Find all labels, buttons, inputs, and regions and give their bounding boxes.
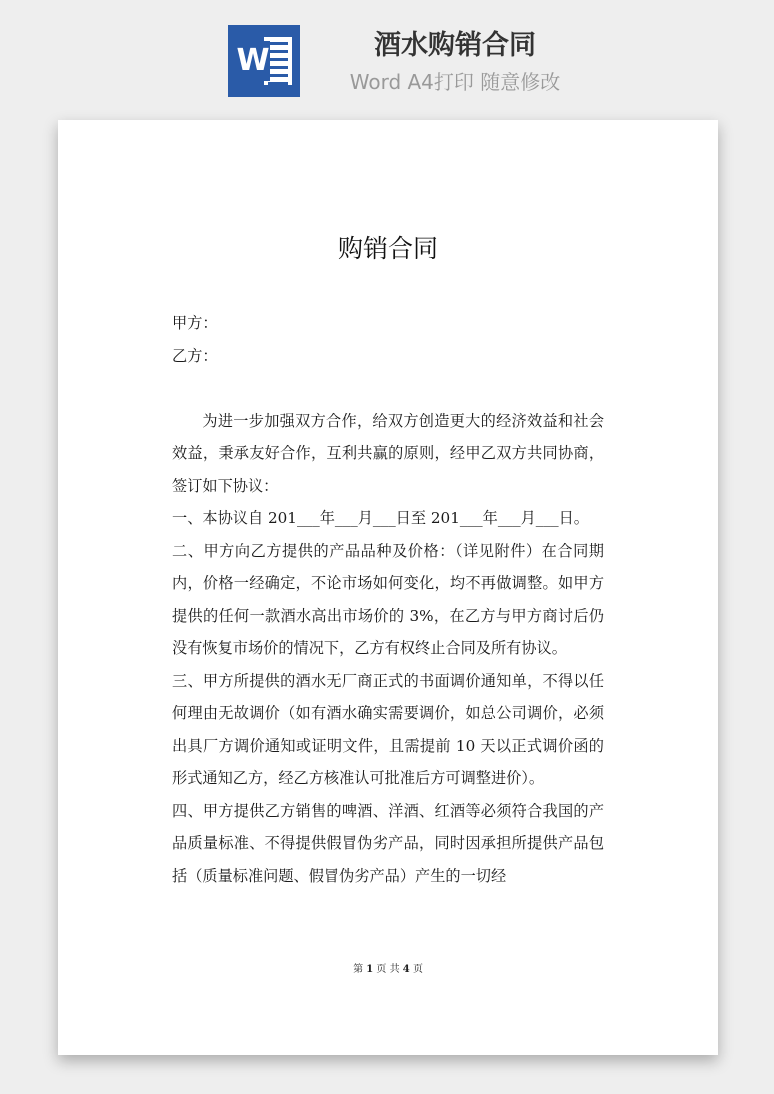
intro-paragraph: 为进一步加强双方合作，给双方创造更大的经济效益和社会效益，秉承友好合作，互利共赢的原则，经甲乙双方共同协商，签订如下协议：	[172, 411, 604, 495]
document-title: 购销合同	[337, 234, 438, 263]
document-page	[58, 120, 718, 1055]
footer-prefix: 第	[353, 964, 364, 975]
clause-2: 二、甲方向乙方提供的产品品种及价格：（详见附件）在合同期内，价格一经确定，不论市场如何变化，均不再做调整。如甲方提供的任何一款酒水高出市场价的 3%，在乙方与甲方商讨后仍没有恢复市场价的情况下，乙方有权终止合同及所有协议。	[172, 541, 604, 657]
clause-3: 三、甲方所提供的酒水无厂商正式的书面调价通知单，不得以任何理由无故调价（如有酒水确实需要调价，如总公司调价，必须出具厂方调价通知或证明文件，且需提前 10 天以正式调价函的形式通知乙方，经乙方核准认可批准后方可调整进价）。	[172, 671, 604, 787]
footer-current-page: 1	[366, 964, 374, 975]
party-b-line: 乙方：	[172, 346, 218, 365]
header-title: 酒水购销合同	[374, 30, 536, 61]
footer-total-pages: 4	[402, 964, 410, 975]
clause-4: 四、甲方提供乙方销售的啤酒、洋酒、红酒等必须符合我国的产品质量标准、不得提供假冒伪劣产品，同时因承担所提供产品包括（质量标准问题、假冒伪劣产品）产生的一切经	[172, 801, 604, 885]
party-a-line: 甲方：	[172, 314, 218, 332]
header-subtitle: Word A4打印 随意修改	[349, 70, 561, 94]
header	[0, 0, 774, 110]
word-doc-icon	[228, 25, 300, 97]
word-letter: W	[236, 41, 270, 81]
clause-1: 一、本协议自 201___年___月___日至 201___年___月___日。	[172, 509, 589, 527]
footer-suffix: 页	[412, 964, 423, 975]
document-body	[172, 307, 604, 892]
page-footer	[58, 960, 718, 975]
blank-line	[172, 372, 604, 405]
footer-mid: 页 共	[376, 964, 400, 975]
